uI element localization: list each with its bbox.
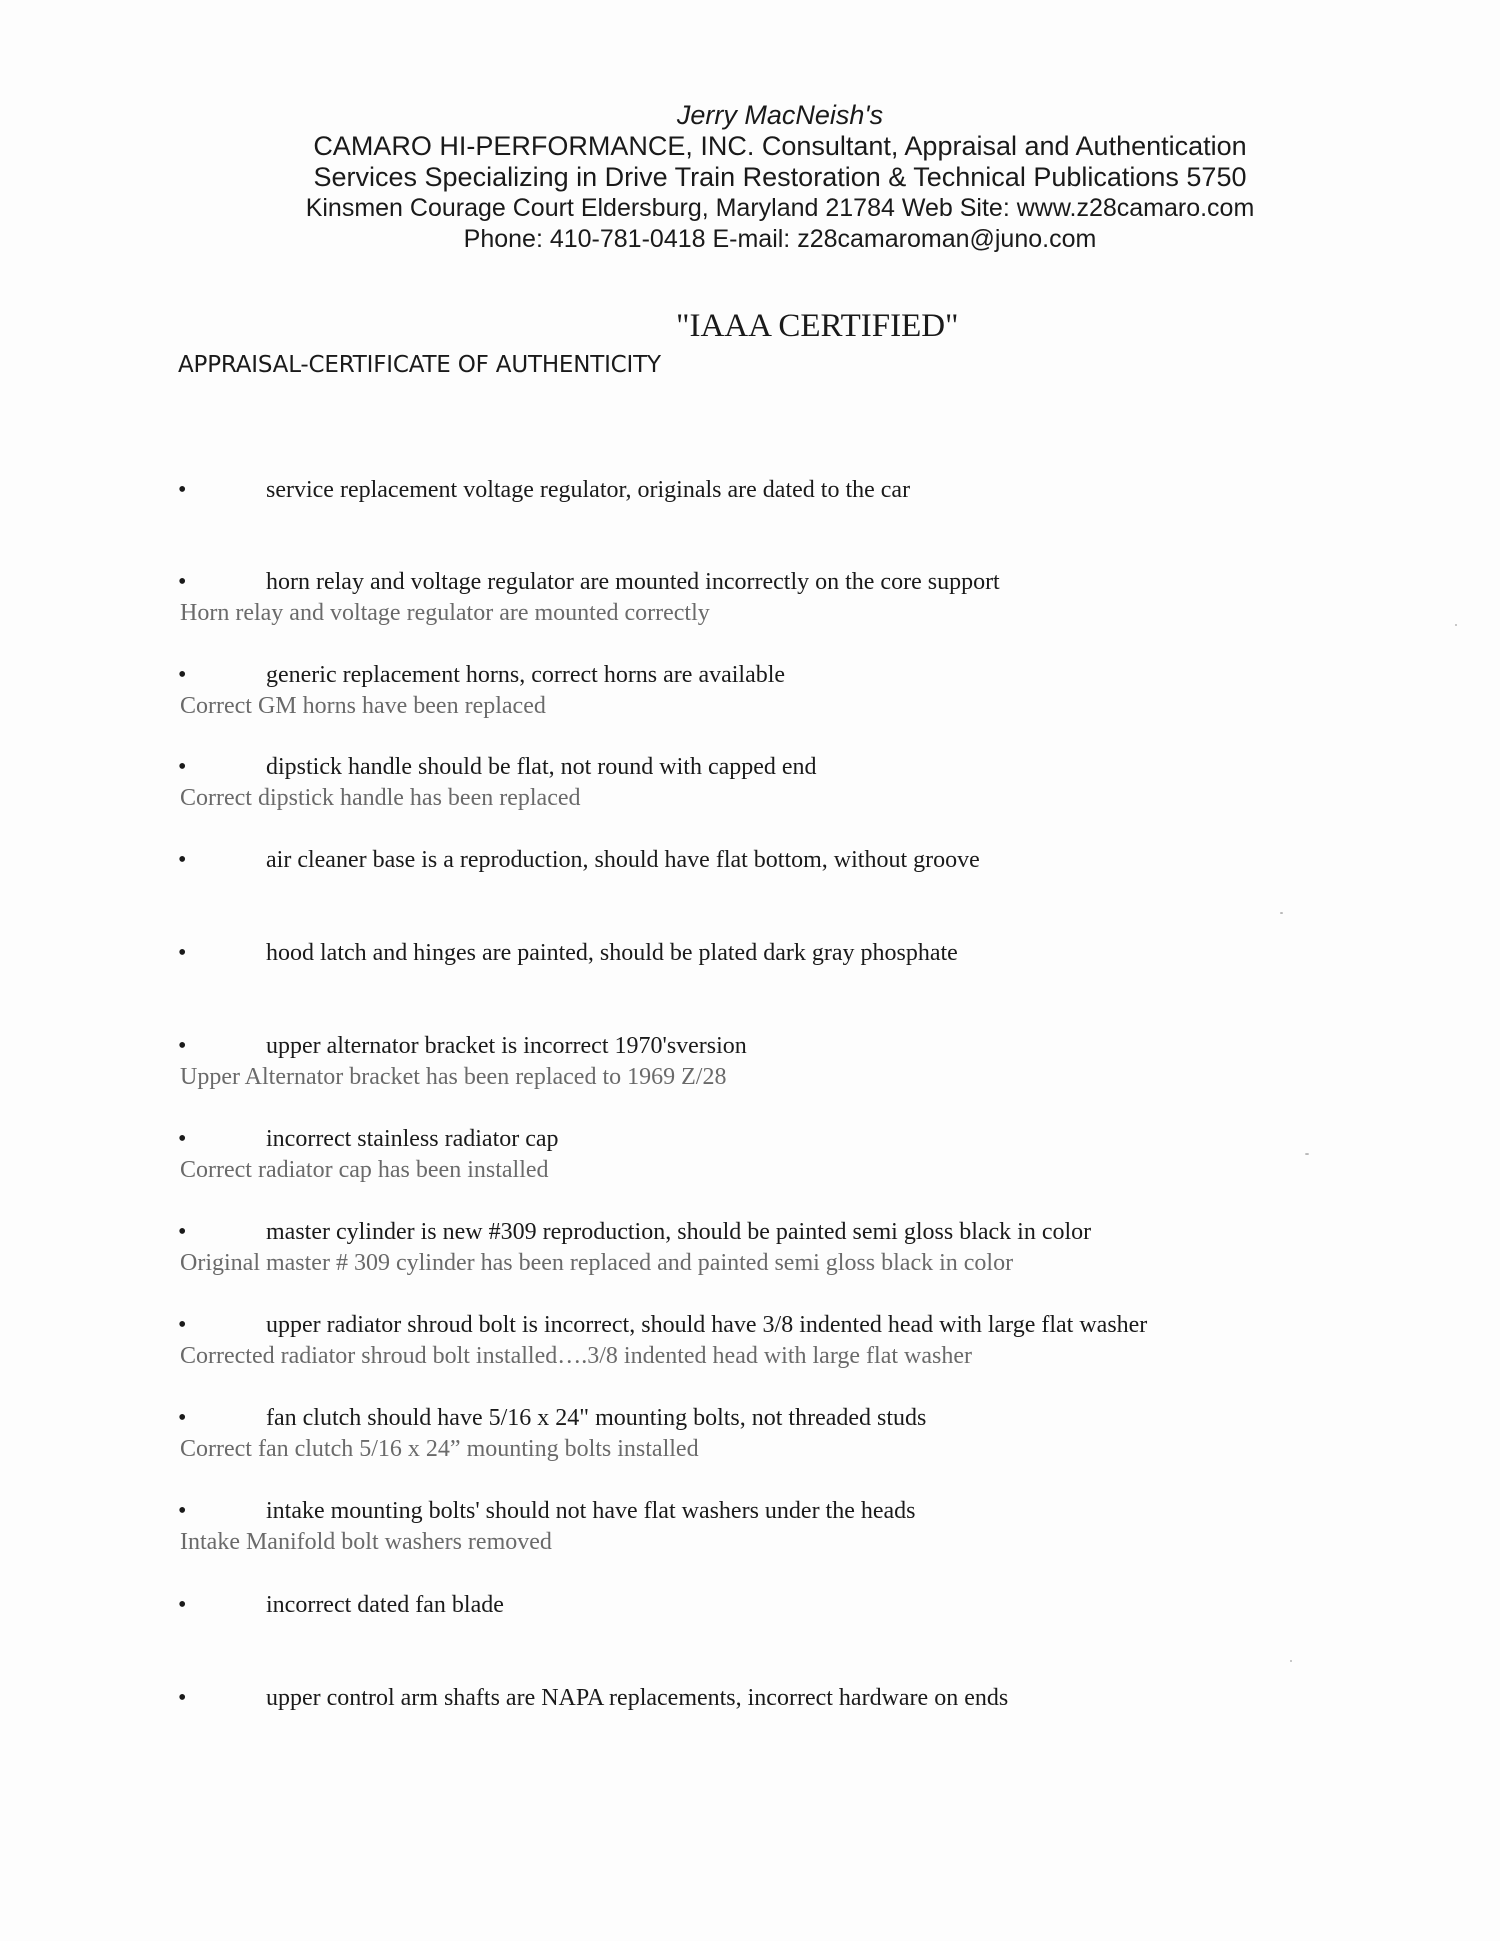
correction-text: Corrected radiator shroud bolt installed….3/8 indented head with large flat washer (180, 1343, 972, 1369)
bullet: • (178, 1685, 187, 1711)
scan-speck (1455, 624, 1457, 626)
bullet: • (178, 1405, 187, 1431)
correction-text: Horn relay and voltage regulator are mounted correctly (180, 600, 710, 626)
correction-text: Correct radiator cap has been installed (180, 1157, 549, 1183)
bullet: • (178, 1592, 187, 1618)
correction-text: Intake Manifold bolt washers removed (180, 1529, 552, 1555)
correction-text: Correct GM horns have been replaced (180, 693, 546, 719)
bullet: • (178, 1312, 187, 1338)
bullet: • (178, 1498, 187, 1524)
letterhead-name: Jerry MacNeish's (676, 100, 884, 130)
correction-text: Original master # 309 cylinder has been replaced and painted semi gloss black in color (180, 1250, 1014, 1276)
issue-text: fan clutch should have 5/16 x 24" mounting bolts, not threaded studs (266, 1405, 927, 1431)
bullet: • (178, 662, 187, 688)
bullet: • (178, 847, 187, 873)
issue-text: hood latch and hinges are painted, should be plated dark gray phosphate (266, 940, 958, 966)
letterhead-services: Services Specializing in Drive Train Restoration & Technical Publications 5750 (313, 162, 1247, 192)
issue-text: incorrect stainless radiator cap (266, 1126, 559, 1152)
issue-text: upper control arm shafts are NAPA replacements, incorrect hardware on ends (266, 1685, 1009, 1711)
scan-speck (1305, 1153, 1309, 1155)
bullet: • (178, 1126, 187, 1152)
letterhead-address: Kinsmen Courage Court Eldersburg, Maryland 21784 Web Site: www.z28camaro.com (305, 194, 1255, 222)
issue-text: service replacement voltage regulator, originals are dated to the car (266, 477, 911, 503)
bullet: • (178, 754, 187, 780)
bullet: • (178, 477, 187, 503)
issue-text: upper radiator shroud bolt is incorrect, should have 3/8 indented head with large flat washer (266, 1312, 1148, 1338)
document-title: APPRAISAL-CERTIFICATE OF AUTHENTICITY (178, 352, 661, 378)
letterhead-contact: Phone: 410-781-0418 E-mail: z28camaroman@juno.com (463, 225, 1097, 253)
issue-text: horn relay and voltage regulator are mounted incorrectly on the core support (266, 569, 1000, 595)
issue-text: intake mounting bolts' should not have flat washers under the heads (266, 1498, 916, 1524)
bullet: • (178, 1033, 187, 1059)
correction-text: Correct fan clutch 5/16 x 24” mounting bolts installed (180, 1436, 699, 1462)
scan-speck (1290, 1660, 1292, 1662)
issue-text: air cleaner base is a reproduction, should have flat bottom, without groove (266, 847, 980, 873)
letterhead (260, 100, 1300, 255)
issue-text: generic replacement horns, correct horns are available (266, 662, 786, 688)
scan-speck (1280, 912, 1283, 914)
correction-text: Correct dipstick handle has been replaced (180, 785, 581, 811)
issue-text: master cylinder is new #309 reproduction, should be painted semi gloss black in color (266, 1219, 1092, 1245)
issue-text: dipstick handle should be flat, not round with capped end (266, 754, 817, 780)
bullet: • (178, 940, 187, 966)
letterhead-company: CAMARO HI-PERFORMANCE, INC. Consultant, Appraisal and Authentication (313, 131, 1247, 161)
certification-heading: "IAAA CERTIFIED" (676, 308, 959, 344)
issue-text: upper alternator bracket is incorrect 1970'sversion (266, 1033, 747, 1059)
issue-text: incorrect dated fan blade (266, 1592, 504, 1618)
correction-text: Upper Alternator bracket has been replaced to 1969 Z/28 (180, 1064, 727, 1090)
bullet: • (178, 569, 187, 595)
bullet: • (178, 1219, 187, 1245)
